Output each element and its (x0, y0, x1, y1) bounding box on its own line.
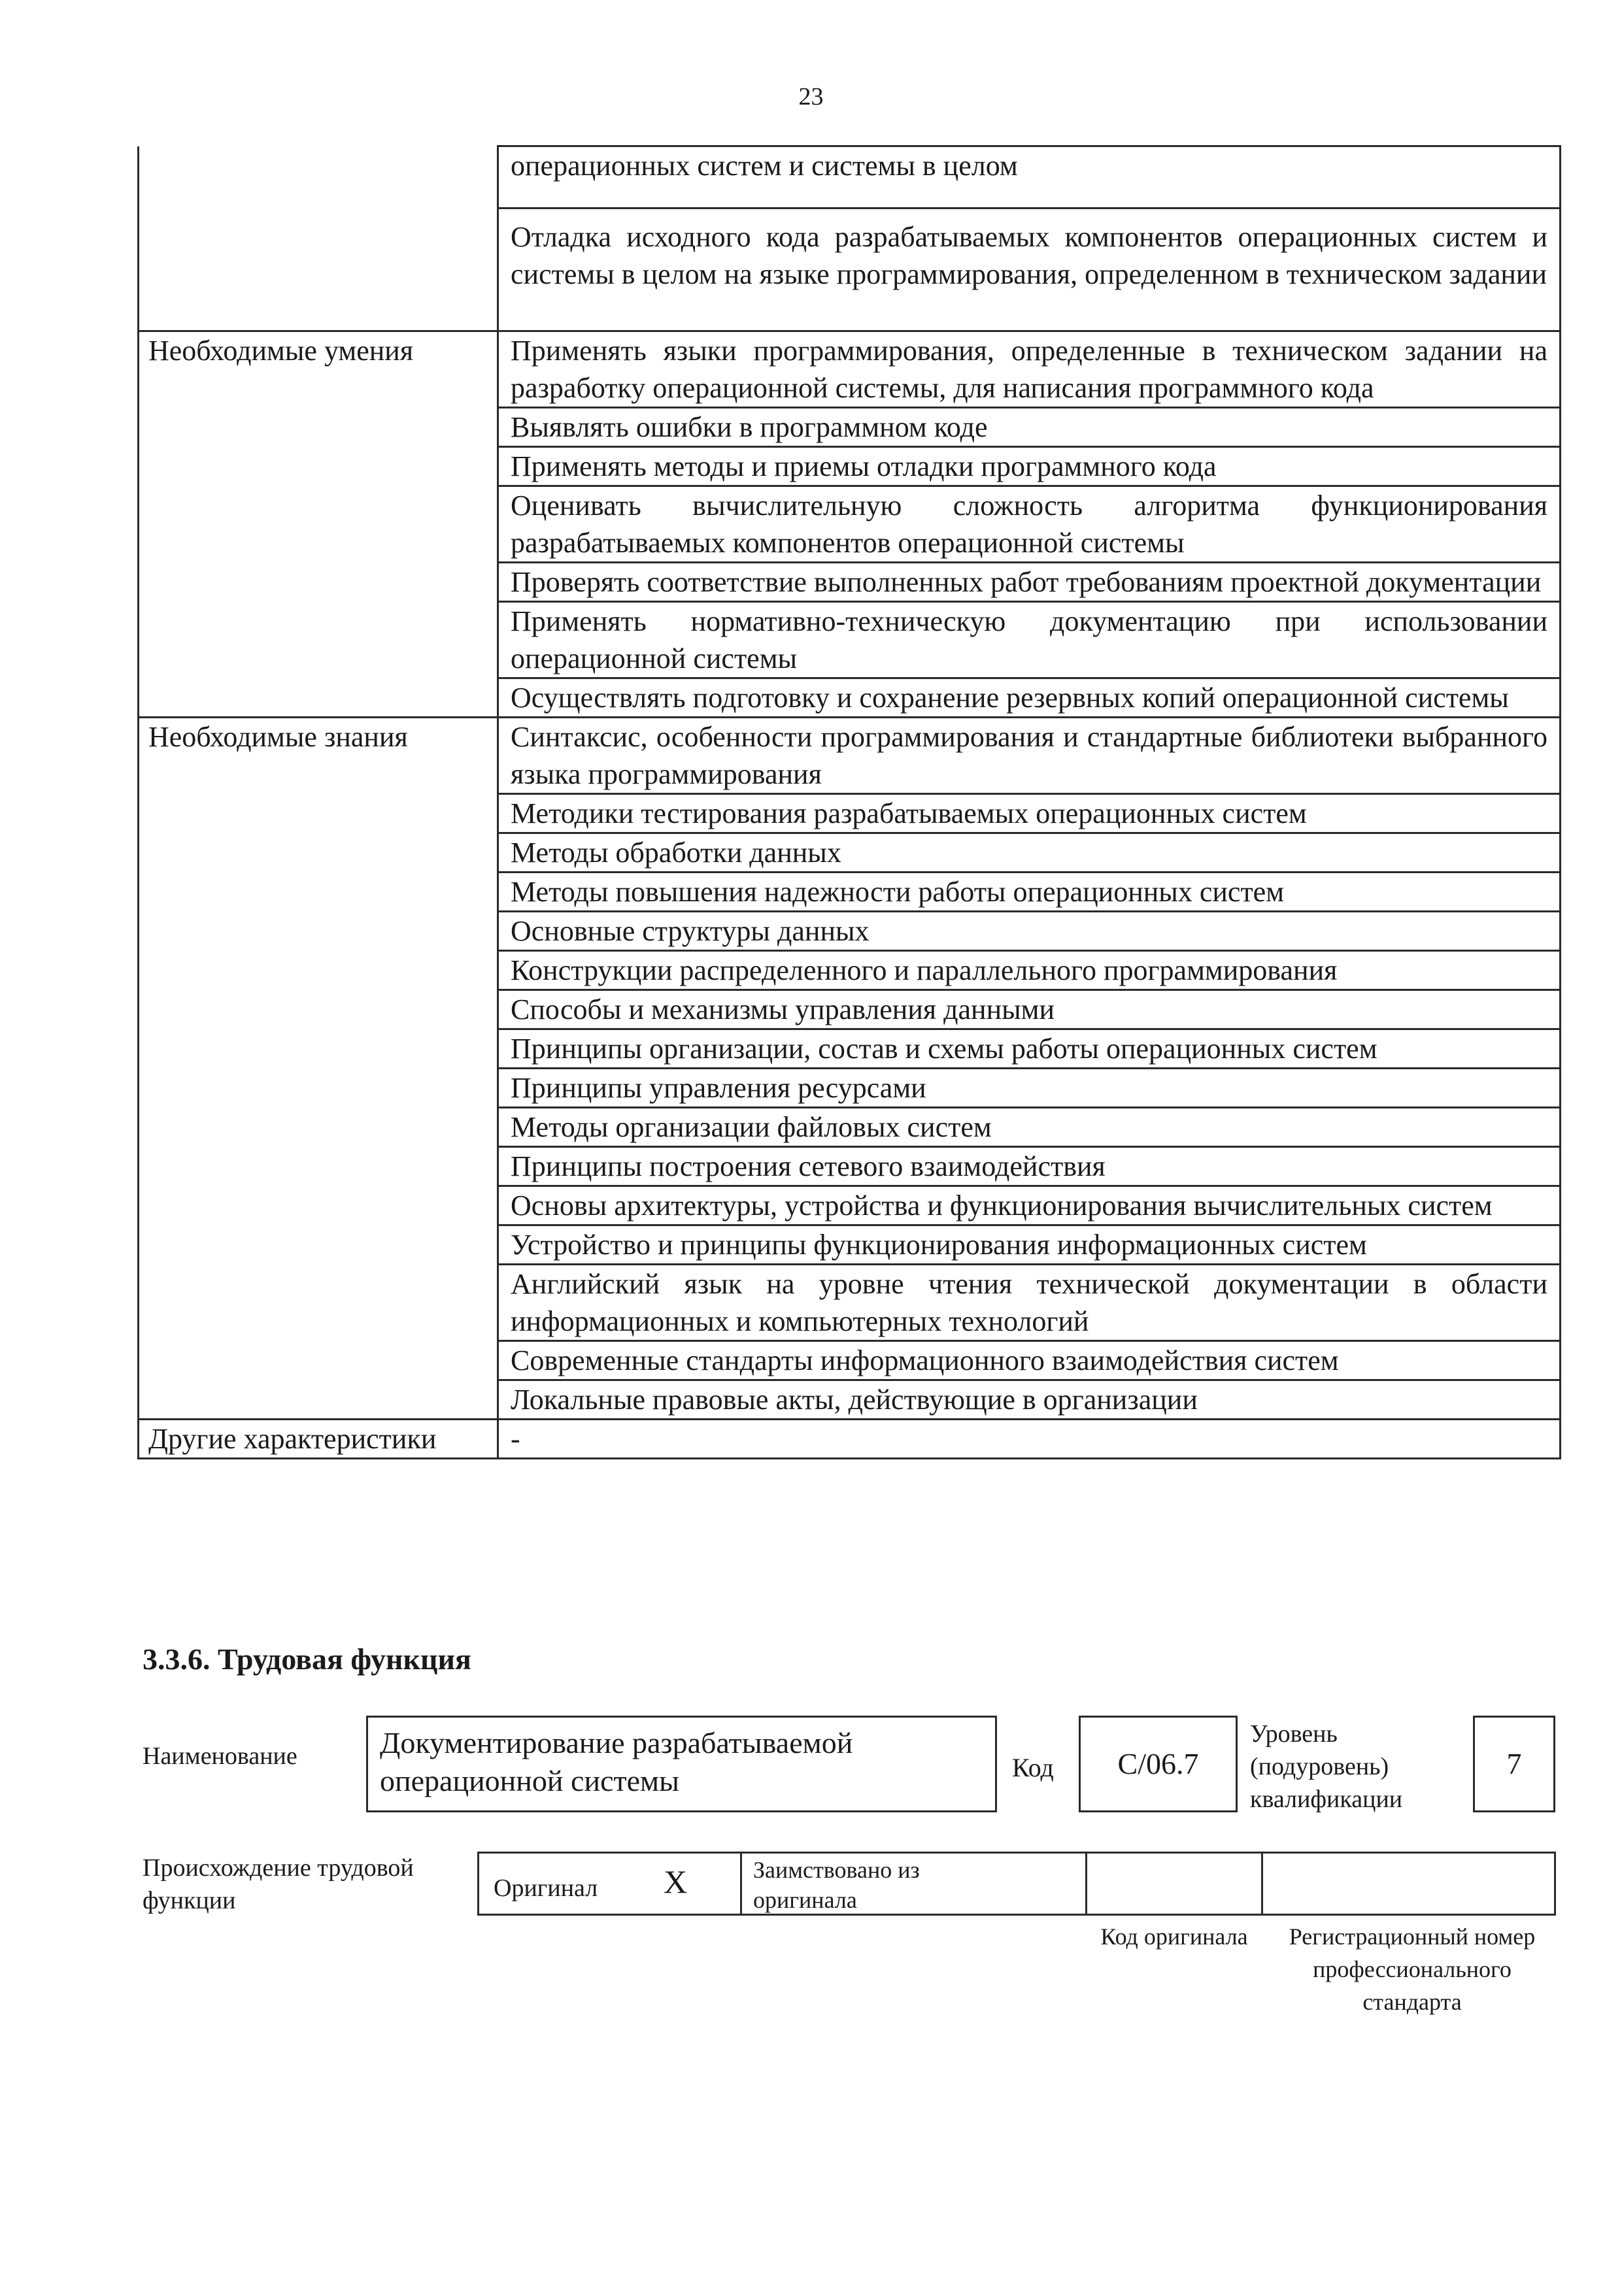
level-value: 7 (1506, 1747, 1522, 1780)
name-label: Наименование (143, 1742, 297, 1770)
code-original-caption: Код оригинала (1100, 1923, 1248, 1950)
borrowed-label: Заимствовано из оригинала (753, 1857, 920, 1913)
table-cell: операционных систем и системы в целом (498, 146, 1561, 208)
origin-label: Происхождение трудовой функции (143, 1854, 414, 1914)
table-cell: Основы архитектуры, устройства и функционирования вычислительных систем (498, 1186, 1561, 1225)
table-cell: Методы обработки данных (498, 833, 1561, 873)
table-cell: Конструкции распределенного и параллельного программирования (498, 951, 1561, 990)
requirements-table (137, 145, 1561, 1459)
other-label: Другие характеристики (139, 1420, 498, 1459)
table-row (139, 1420, 1561, 1459)
table-row (139, 718, 1561, 794)
table-cell: Методы организации файловых систем (498, 1108, 1561, 1147)
code-value-box (1079, 1716, 1238, 1812)
level-value-box (1473, 1716, 1555, 1812)
original-cell (477, 1852, 742, 1916)
table-cell: Английский язык на уровне чтения технической документации в области информационных и компьютерных технологий (498, 1265, 1561, 1341)
knowledge-label: Необходимые знания (139, 718, 498, 1420)
table-cell: Современные стандарты информационного взаимодействия систем (498, 1341, 1561, 1380)
level-label: Уровень (подуровень) квалификации (1250, 1720, 1403, 1813)
code-label: Код (1012, 1753, 1054, 1782)
skills-label: Необходимые умения (139, 331, 498, 718)
empty-label-cell (139, 146, 498, 331)
table-cell: Отладка исходного кода разрабатываемых компонентов операционных систем и системы в целом на языке программирования, определенном в техническом задании (498, 208, 1561, 331)
reg-number-caption: Регистрационный номер профессионального стандарта (1289, 1923, 1536, 2015)
table-cell: Выявлять ошибки в программном коде (498, 408, 1561, 447)
table-cell: Методы повышения надежности работы операционных систем (498, 873, 1561, 912)
table-cell: Основные структуры данных (498, 912, 1561, 951)
code-value: С/06.7 (1117, 1747, 1199, 1780)
table-cell: Методики тестирования разрабатываемых операционных систем (498, 794, 1561, 833)
table-cell: Локальные правовые акты, действующие в организации (498, 1380, 1561, 1420)
table-cell: Проверять соответствие выполненных работ требованиям проектной документации (498, 563, 1561, 602)
table-cell: Оценивать вычислительную сложность алгоритма функционирования разрабатываемых компонентов операционной системы (498, 486, 1561, 563)
original-label: Оригинал (494, 1874, 598, 1902)
table-cell: Принципы управления ресурсами (498, 1069, 1561, 1108)
table-cell: Применять языки программирования, определенные в техническом задании на разработку операционной системы, для написания программного кода (498, 331, 1561, 408)
table-cell: Применять методы и приемы отладки программного кода (498, 447, 1561, 486)
table-cell: Осуществлять подготовку и сохранение резервных копий операционной системы (498, 678, 1561, 718)
name-value-box (366, 1716, 997, 1812)
page-number: 23 (798, 83, 824, 110)
table-cell: Принципы построения сетевого взаимодействия (498, 1147, 1561, 1186)
table-cell: Способы и механизмы управления данными (498, 990, 1561, 1029)
table-row (139, 331, 1561, 408)
name-value: Документирование разрабатываемой операционной системы (380, 1726, 853, 1797)
other-value: - (498, 1420, 1561, 1459)
table-cell: Синтаксис, особенности программирования и стандартные библиотеки выбранного языка программирования (498, 718, 1561, 794)
section-heading: 3.3.6. Трудовая функция (143, 1642, 471, 1676)
table-row (139, 146, 1561, 208)
table-cell: Применять нормативно-техническую документацию при использовании операционной системы (498, 602, 1561, 678)
code-original-cell (1085, 1852, 1263, 1916)
table-cell: Устройство и принципы функционирования информационных систем (498, 1225, 1561, 1265)
original-mark: X (664, 1863, 688, 1900)
table-cell: Принципы организации, состав и схемы работы операционных систем (498, 1029, 1561, 1069)
